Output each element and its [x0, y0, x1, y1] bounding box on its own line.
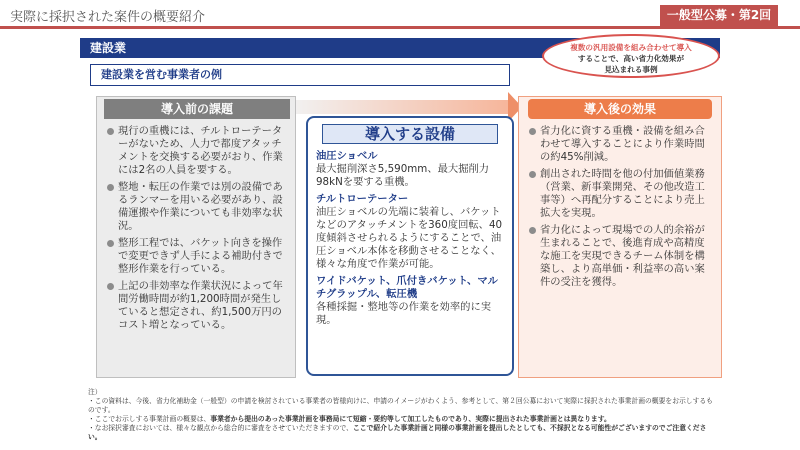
note-emphasis: ここで紹介した事業計画と同様の事業計画を提出したとしても、不採択となる可能性がございますのでご注意ください。	[88, 424, 707, 441]
page-title: 実際に採択された案件の概要紹介	[10, 10, 206, 25]
note-text: ・なお採択審査においては、様々な観点から総合的に審査をさせていただきますので、	[88, 424, 353, 432]
note-line	[88, 424, 718, 442]
header-rule	[0, 26, 800, 29]
after-effects-heading: 導入後の効果	[528, 99, 712, 119]
list-item: 整形工程では、バケット向きを操作で変更できず人手による補助付きで整形作業を行っている。	[106, 237, 290, 276]
equipment-name: チルトローテーター	[316, 193, 409, 205]
callout-line-1: 複数の汎用設備を組み合わせて導入	[570, 43, 692, 52]
note-emphasis: 事業者から提出のあった事業計画を事務局にて短縮・要約等して加工したものであり、実際に提出された事業計画とは異なります。	[210, 415, 611, 423]
footnotes	[88, 388, 718, 442]
callout-line-3: 見込まれる事例	[604, 65, 658, 74]
round-badge: 一般型公募・第2回	[660, 5, 778, 26]
after-effects-list	[528, 125, 714, 293]
equipment-name: ワイドバケット、爪付きバケット、マルチグラップル、転圧機	[316, 275, 498, 300]
equipment-desc: 最大掘削深さ5,590mm、最大掘削力98kNを要する重機。	[316, 163, 490, 188]
note-line: ・この資料は、今後、省力化補助金（一般型）の申請を検討されている事業者の皆様向けに、申請のイメージがわくよう、参考として、第２回公募において実際に採択された事業計画の概要をお示しするものです。	[88, 397, 713, 414]
equipment-name: 油圧ショベル	[316, 150, 378, 162]
example-subtitle: 建設業を営む事業者の例	[90, 64, 510, 86]
note-line	[88, 415, 718, 424]
equipment-desc: 各種採掘・整地等の作業を効率的に実現。	[316, 301, 492, 326]
equipment-desc: 油圧ショベルの先端に装着し、バケットなどのアタッチメントを360度回転、40度傾斜させられるようにすることで、油圧ショベル本体を移動させることなく、様々な角度で作業が可能。	[316, 206, 503, 270]
flow-arrow-band	[290, 100, 510, 114]
industry-section-bar: 建設業	[80, 38, 720, 58]
equipment-list	[316, 150, 506, 331]
before-issues-heading: 導入前の課題	[104, 99, 290, 119]
list-item: 省力化によって現場での人的余裕が生まれることで、後進育成や高精度な施工を実現できるチーム体制を構築し、より高単価・利益率の高い案件の受注を獲得。	[528, 224, 714, 289]
list-item: 整地・転圧の作業では別の設備であるランマーを用いる必要があり、設備運搬や作業についても非効率な状況。	[106, 181, 290, 233]
list-item: 省力化に資する重機・設備を組み合わせて導入することにより作業時間の約45%削減。	[528, 125, 714, 164]
equipment-heading: 導入する設備	[322, 124, 498, 144]
notes-heading: 注）	[88, 388, 102, 396]
before-issues-list	[106, 125, 290, 336]
list-item: 現行の重機には、チルトローテーターがないため、人力で都度アタッチメントを交換する必要がおり、作業には2名の人員を要する。	[106, 125, 290, 177]
list-item: 上記の非効率な作業状況によって年間労働時間が約1,200時間が発生していると想定され、約1,500万円のコスト増となっている。	[106, 280, 290, 332]
note-text: ・ここでお示しする事業計画の概要は、	[88, 415, 211, 423]
list-item: 創出された時間を他の付加価値業務（営業、新事業開発、その他改造工事等）へ再配分することにより売上拡大を実現。	[528, 168, 714, 220]
callout-line-2: することで、高い省力化効果が	[577, 54, 685, 63]
highlight-callout	[542, 34, 720, 78]
